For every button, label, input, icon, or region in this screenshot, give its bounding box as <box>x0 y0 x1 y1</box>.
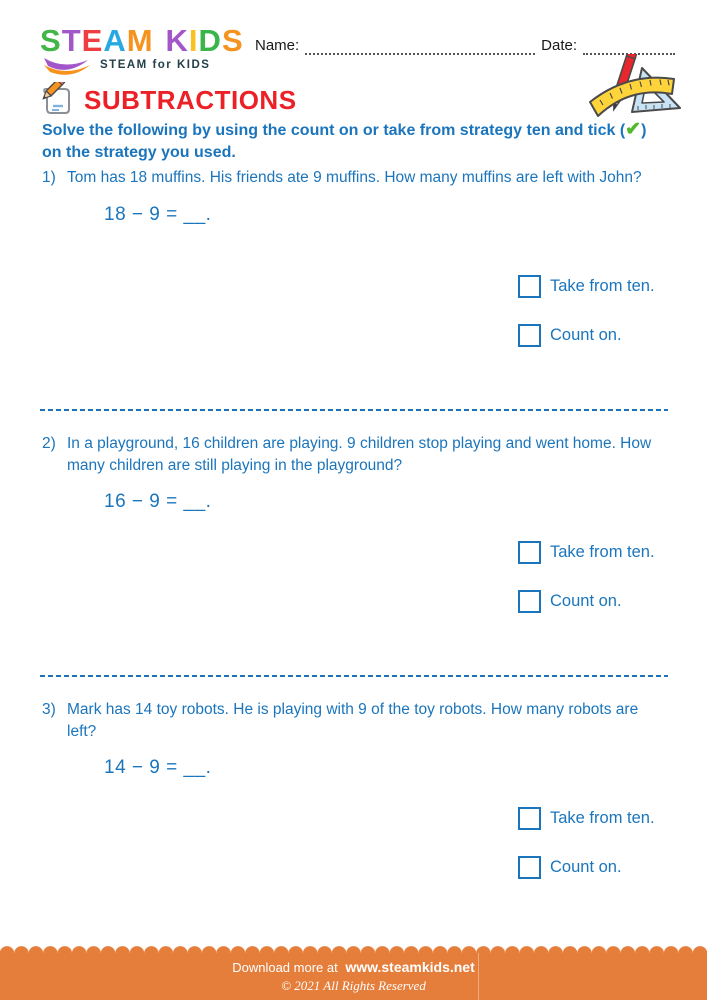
count-on-checkbox[interactable] <box>518 856 541 879</box>
strategy-options <box>518 541 655 639</box>
count-on-checkbox[interactable] <box>518 590 541 613</box>
count-on-label: Count on. <box>550 326 622 344</box>
dashed-separator <box>40 409 668 411</box>
question-text: Mark has 14 toy robots. He is playing with 9 of the toy robots. How many robots are left? <box>67 701 639 740</box>
logo-letter: S <box>221 23 244 58</box>
count-on-option <box>518 324 655 347</box>
instructions-text: ) <box>641 122 647 139</box>
take-from-ten-checkbox[interactable] <box>518 807 541 830</box>
logo-letter: T <box>61 23 82 58</box>
take-from-ten-option <box>518 541 655 564</box>
page-title: SUBTRACTIONS <box>84 84 297 115</box>
footer-copyright: © 2021 All Rights Reserved <box>281 978 426 993</box>
question-3 <box>42 699 675 899</box>
equation: 16 − 9 = __. <box>104 491 212 512</box>
take-from-ten-option <box>518 807 655 830</box>
note-pencil-icon <box>40 82 76 118</box>
logo-subtitle: STEAM for KIDS <box>100 59 211 71</box>
equation: 14 − 9 = __. <box>104 757 212 778</box>
name-label: Name: <box>255 37 300 54</box>
count-on-checkbox[interactable] <box>518 324 541 347</box>
rainbow-swoosh-icon <box>42 56 92 76</box>
name-field-line[interactable] <box>305 39 535 55</box>
take-from-ten-label: Take from ten. <box>550 543 655 561</box>
logo-letter: D <box>198 23 222 58</box>
take-from-ten-checkbox[interactable] <box>518 275 541 298</box>
logo-letter: I <box>188 23 199 58</box>
steam-kids-logo <box>40 23 244 76</box>
date-label: Date: <box>541 37 577 54</box>
question-number: 1) <box>42 169 56 186</box>
take-from-ten-label: Take from ten. <box>550 277 655 295</box>
tick-icon: ✔ <box>625 119 642 140</box>
dashed-separator <box>40 675 668 677</box>
take-from-ten-option <box>518 275 655 298</box>
date-field-line[interactable] <box>583 39 675 55</box>
count-on-label: Count on. <box>550 592 622 610</box>
title-row <box>40 82 297 118</box>
count-on-option <box>518 856 655 879</box>
equation: 18 − 9 = __. <box>104 203 212 225</box>
footer-download-text: Download more at <box>232 960 338 975</box>
question-text: In a playground, 16 children are playing. 9 children stop playing and went home. How many children are still playing in the playground? <box>67 435 652 474</box>
strategy-options <box>518 275 655 373</box>
count-on-label: Count on. <box>550 858 622 876</box>
logo-letter: S <box>40 23 62 58</box>
footer-scallop-edge <box>0 944 707 953</box>
instructions <box>42 119 690 163</box>
strategy-options <box>518 807 655 905</box>
question-text: Tom has 18 muffins. His friends ate 9 muffins. How many muffins are left with John? <box>67 169 642 186</box>
logo-letter: E <box>81 23 104 58</box>
question-2 <box>42 433 675 633</box>
footer-site-link[interactable]: www.steamkids.net <box>345 959 475 975</box>
instructions-text: Solve the following by using the count on or take from strategy ten and tick ( <box>42 122 626 139</box>
name-date-row <box>255 37 675 55</box>
instructions-text: on the strategy you used. <box>42 143 236 161</box>
ruler-pencil-triangle-icon <box>586 54 688 124</box>
question-1 <box>42 167 675 367</box>
question-number: 2) <box>42 435 56 452</box>
question-number: 3) <box>42 701 56 718</box>
logo-letter: M <box>126 23 154 58</box>
take-from-ten-checkbox[interactable] <box>518 541 541 564</box>
logo-letter: A <box>103 23 127 58</box>
count-on-option <box>518 590 655 613</box>
logo-wordmark <box>40 23 244 58</box>
footer <box>0 944 707 1000</box>
footer-divider <box>478 953 479 1000</box>
logo-letter: K <box>165 23 189 58</box>
take-from-ten-label: Take from ten. <box>550 809 655 827</box>
